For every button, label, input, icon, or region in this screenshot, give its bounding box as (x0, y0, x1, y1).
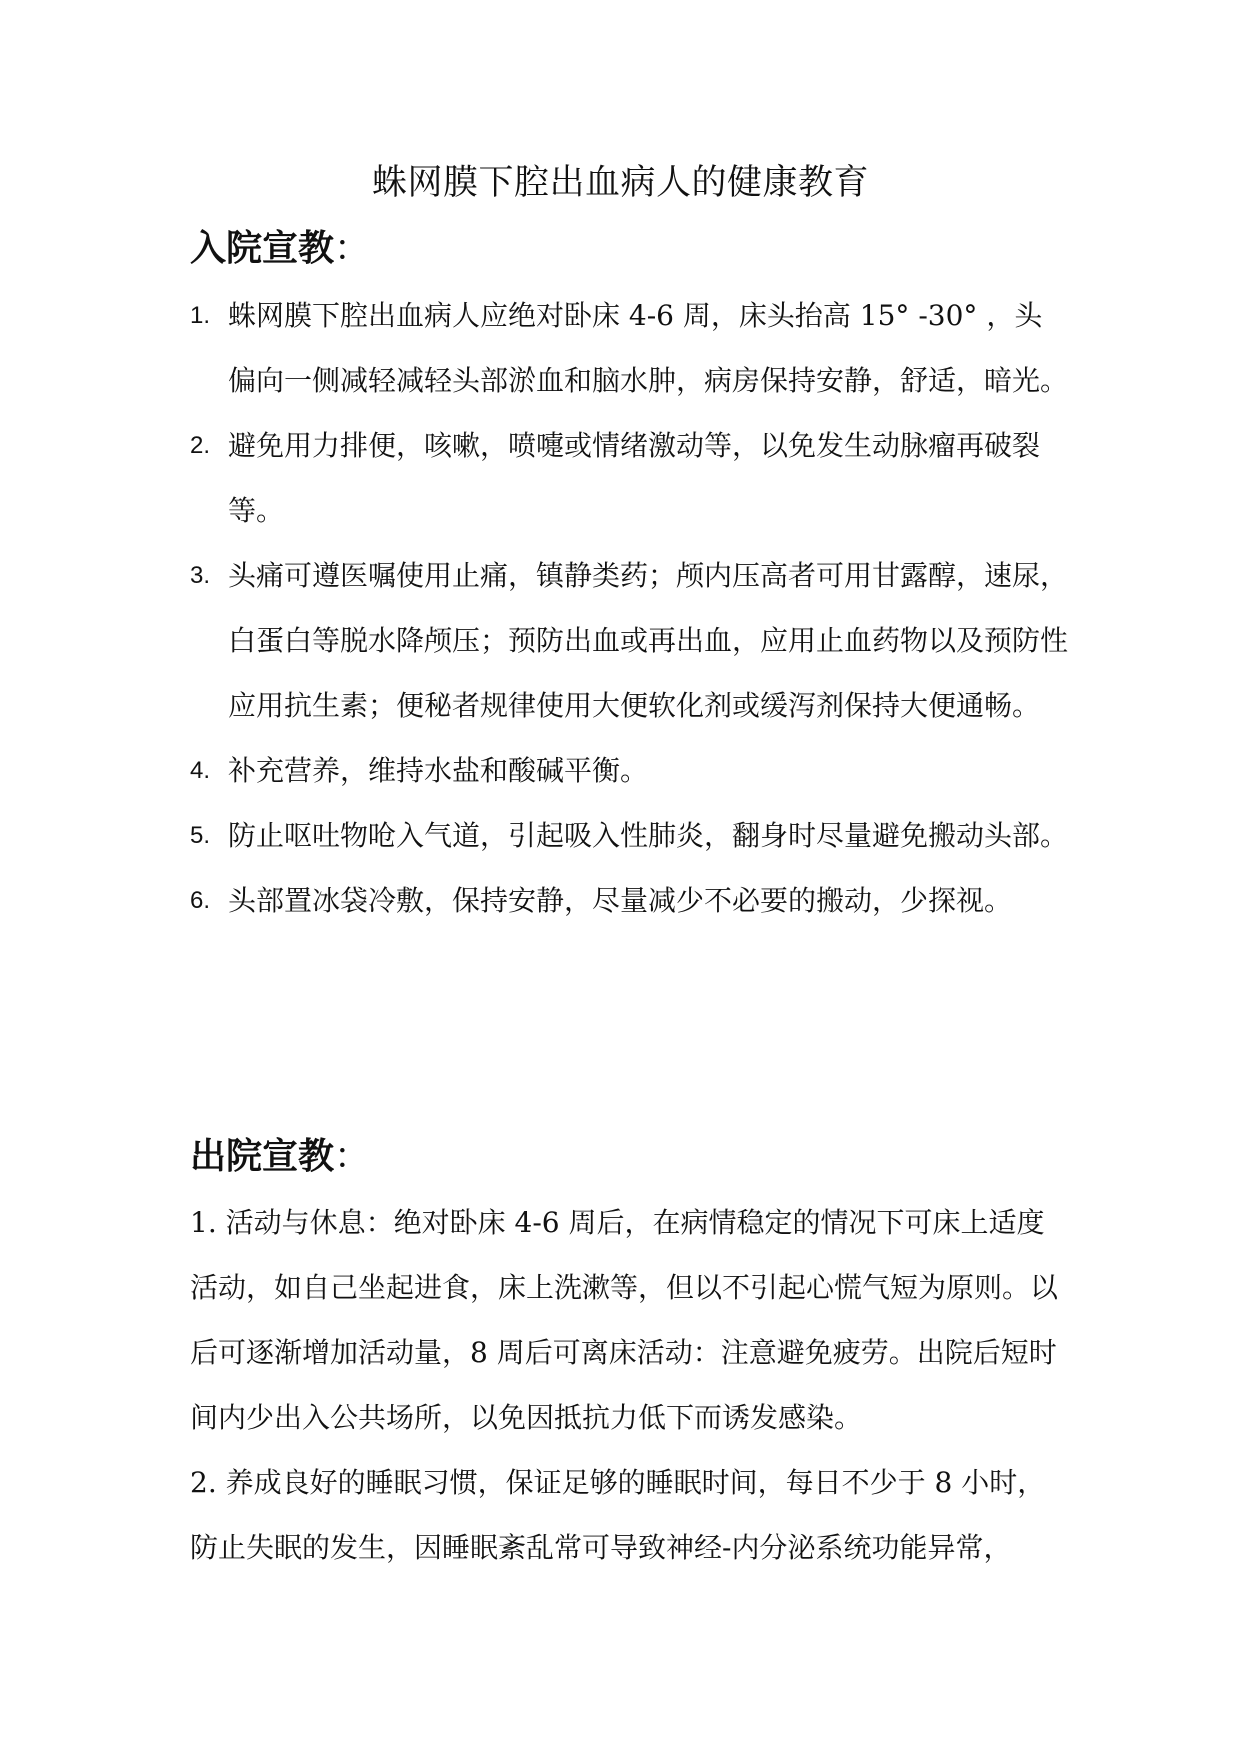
list-number: 6. (190, 887, 211, 914)
admission-item-text: 头部置冰袋冷敷，保持安静，尽量减少不必要的搬动，少探视。 (228, 884, 1013, 917)
admission-heading (190, 224, 370, 274)
document-title: 蛛网膜下腔出血病人的健康教育 (371, 163, 869, 203)
list-number: 3. (190, 562, 211, 589)
admission-item-5 (190, 803, 1070, 868)
admission-heading-text: 入院宣教 (190, 228, 335, 269)
admission-item-text: 避免用力排便，咳嗽，喷嚏或情绪激动等，以免发生动脉瘤再破裂等。 (228, 429, 1041, 527)
discharge-paragraph-2: 2. 养成良好的睡眠习惯，保证足够的睡眠时间，每日不少于 8 小时，防止失眠的发生，因睡眠紊乱常可导致神经-内分泌系统功能异常， (190, 1466, 1046, 1564)
admission-item-text: 头痛可遵医嘱使用止痛，镇静类药；颅内压高者可用甘露醇，速尿，白蛋白等脱水降颅压；预防出血或再出血，应用止血药物以及预防性应用抗生素；便秘者规律使用大便软化剂或缓泻剂保持大便通畅。 (228, 559, 1069, 722)
admission-item-1 (190, 283, 1070, 413)
admission-item-text: 蛛网膜下腔出血病人应绝对卧床 4-6 周，床头抬高 15° -30° ，头偏向一侧减轻减轻头部淤血和脑水肿，病房保持安静，舒适，暗光。 (228, 299, 1069, 397)
admission-item-2 (190, 413, 1070, 543)
list-number: 2. (190, 432, 211, 459)
list-number: 1. (190, 302, 211, 329)
discharge-paragraph-1: 1. 活动与休息：绝对卧床 4-6 周后，在病情稳定的情况下可床上适度活动，如自己坐起进食，床上洗漱等，但以不引起心慌气短为原则。以后可逐渐增加活动量，8 周后可离床活动：注意避免疲劳。出院后短时间内少出入公共场所，以免因抵抗力低下而诱发感染。 (190, 1206, 1059, 1434)
admission-list (190, 283, 1070, 933)
admission-item-6 (190, 868, 1070, 933)
admission-item-text: 补充营养，维持水盐和酸碱平衡。 (228, 754, 649, 787)
admission-item-text: 防止呕吐物呛入气道，引起吸入性肺炎，翻身时尽量避免搬动头部。 (228, 819, 1069, 852)
list-number: 5. (190, 822, 211, 849)
admission-heading-colon: ： (334, 228, 371, 269)
discharge-heading (190, 1132, 370, 1182)
admission-item-4 (190, 738, 1070, 803)
list-number: 4. (190, 757, 211, 784)
discharge-heading-text: 出院宣教 (190, 1136, 335, 1177)
discharge-heading-colon: ： (334, 1136, 371, 1177)
admission-item-3 (190, 543, 1070, 738)
